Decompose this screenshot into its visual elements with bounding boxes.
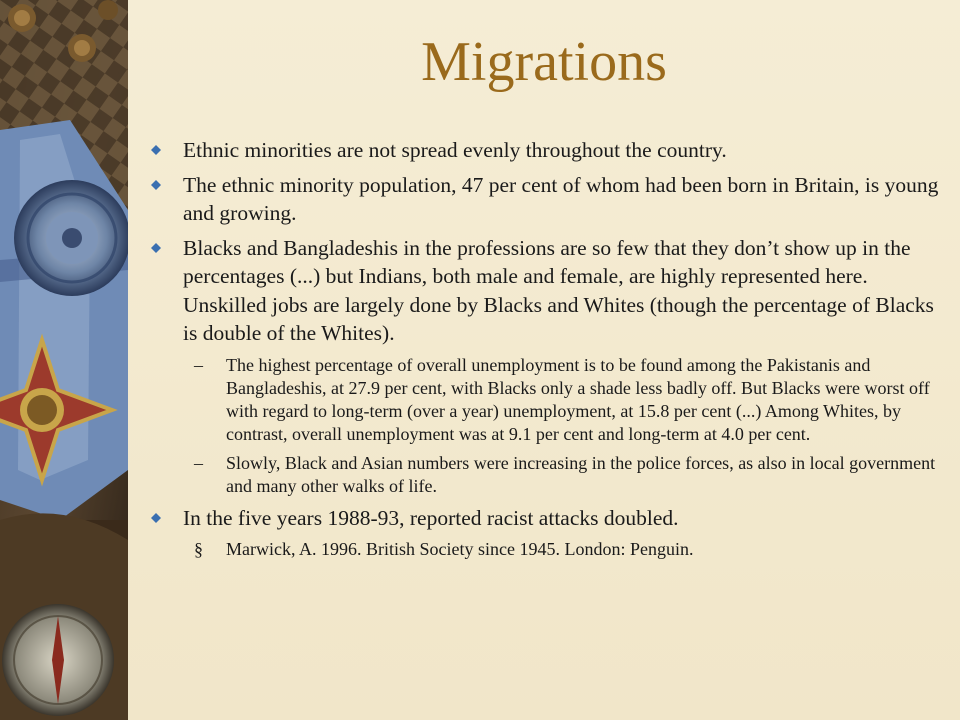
- bullet-item: [150, 171, 940, 228]
- slide-content: [150, 136, 940, 567]
- bullet-item: [150, 234, 940, 348]
- bullet-text: The ethnic minority population, 47 per cent of whom had been born in Britain, is young and growing.: [183, 172, 939, 225]
- reference-text: Marwick, A. 1996. British Society since 1945. London: Penguin.: [226, 539, 694, 559]
- reference-item: [150, 538, 940, 561]
- slide-title: Migrations: [421, 31, 667, 93]
- diamond-bullet-icon: [151, 243, 161, 253]
- bullet-item: [150, 504, 940, 533]
- dash-bullet-icon: –: [194, 452, 203, 473]
- bullet-text: Blacks and Bangladeshis in the professions are so few that they don’t show up in the percentages (...) but Indians, both male and female, are highly represented here. Unskilled jobs are largely done by Blacks and Whites (though the percentage of Blacks is double of the Whites).: [183, 235, 934, 345]
- bullet-text: In the five years 1988-93, reported racist attacks doubled.: [183, 505, 679, 530]
- bullet-item: [150, 136, 940, 165]
- sub-bullet-text: The highest percentage of overall unemployment is to be found among the Pakistanis and Bangladeshis, at 27.9 per cent, with Blacks only a shade less badly off. But Blacks were worst off with regard to long-term (over a year) unemployment, at 15.8 per cent (...) Among Whites, by contrast, overall unemployment was at 9.1 per cent and long-term at 4.0 per cent.: [226, 354, 930, 444]
- section-bullet-icon: §: [194, 539, 203, 559]
- dash-bullet-icon: –: [194, 354, 203, 375]
- medal-collage-icon: [0, 0, 128, 720]
- sub-bullet-text: Slowly, Black and Asian numbers were increasing in the police forces, as also in local government and many other walks of life.: [226, 452, 936, 496]
- bullet-text: Ethnic minorities are not spread evenly throughout the country.: [183, 138, 727, 162]
- sub-bullet-item: [150, 452, 940, 498]
- sub-bullet-item: [150, 354, 940, 446]
- diamond-bullet-icon: [151, 513, 161, 523]
- diamond-bullet-icon: [151, 145, 161, 155]
- diamond-bullet-icon: [151, 180, 161, 190]
